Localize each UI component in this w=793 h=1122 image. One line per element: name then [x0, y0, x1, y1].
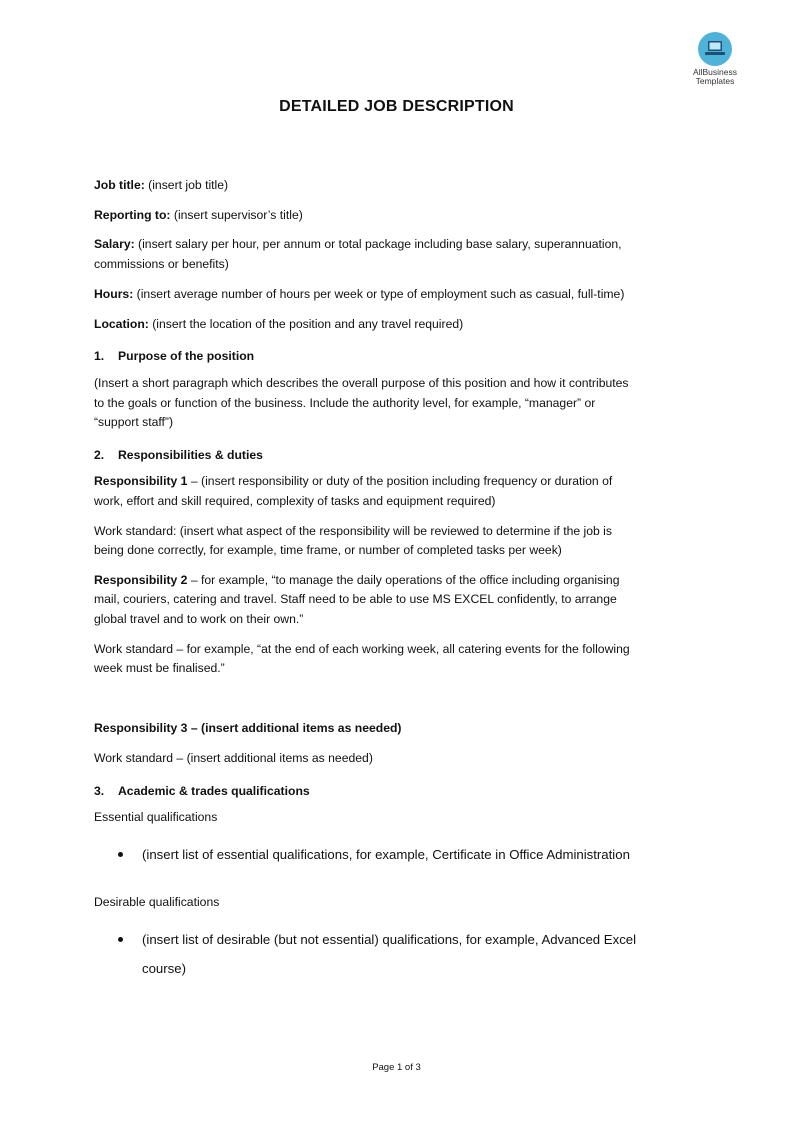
work-standard-2-line-2: week must be finalised.” [94, 661, 225, 675]
logo-circle [698, 32, 732, 66]
section-3-number: 3. [94, 784, 105, 798]
logo-line-2: Templates [695, 76, 735, 86]
work-standard-1-line-1: Work standard: (insert what aspect of the responsibility will be reviewed to determine if the job is [94, 524, 612, 538]
responsibility-2-line-3: global travel and to work on their own.” [94, 612, 304, 626]
work-standard-2-line-1: Work standard – for example, “at the end of each working week, all catering events for the following [94, 642, 630, 656]
essential-item: (insert list of essential qualifications, for example, Certificate in Office Administration [142, 847, 630, 862]
essential-heading: Essential qualifications [94, 810, 218, 824]
responsibility-2-line-1 [94, 572, 620, 588]
hours-line [94, 286, 624, 302]
section-3-heading [94, 783, 310, 799]
laptop-icon [705, 40, 725, 57]
responsibility-1-text: – (insert responsibility or duty of the position including frequency or duration of [187, 474, 613, 488]
location-label: Location: [94, 317, 149, 331]
job-title-label: Job title: [94, 178, 145, 192]
job-title-line [94, 177, 228, 193]
responsibility-3: Responsibility 3 – (insert additional items as needed) [94, 721, 402, 735]
job-title-value: (insert job title) [144, 178, 229, 192]
hours-label: Hours: [94, 287, 134, 301]
logo [682, 32, 748, 86]
section-1-number: 1. [94, 349, 105, 363]
responsibility-1-label: Responsibility 1 [94, 474, 188, 488]
document-title: DETAILED JOB DESCRIPTION [279, 98, 514, 115]
work-standard-1-line-2: being done correctly, for example, time frame, or number of completed tasks per week) [94, 543, 562, 557]
page-number: Page 1 of 3 [372, 1062, 421, 1073]
salary-label: Salary: [94, 237, 135, 251]
bullet-icon [118, 937, 123, 942]
reporting-label: Reporting to: [94, 208, 171, 222]
salary-line [94, 236, 622, 252]
section-1-title: Purpose of the position [118, 349, 255, 363]
section-1-para-2: to the goals or function of the business. Include the authority level, for example, “manager” or [94, 396, 596, 410]
section-1-para-3: “support staff”) [94, 415, 174, 429]
salary-line-2: commissions or benefits) [94, 257, 229, 271]
location-value: (insert the location of the position and any travel required) [148, 317, 464, 331]
desirable-item-line-2: course) [142, 961, 186, 976]
section-1-para-1: (Insert a short paragraph which describes the overall purpose of this position and how it contributes [94, 376, 629, 390]
section-3-title: Academic & trades qualifications [118, 784, 310, 798]
reporting-value: (insert supervisor’s title) [170, 208, 303, 222]
logo-line-1: AllBusiness [693, 67, 737, 77]
desirable-item-line-1: (insert list of desirable (but not essential) qualifications, for example, Advanced Excel [142, 932, 637, 947]
bullet-icon [118, 852, 123, 857]
responsibility-1-line-2: work, effort and skill required, complexity of tasks and equipment required) [94, 494, 496, 508]
responsibility-1-line-1 [94, 473, 612, 489]
hours-value: (insert average number of hours per week or type of employment such as casual, full-time) [133, 287, 625, 301]
responsibility-2-line-2: mail, couriers, catering and travel. Staff need to be able to use MS EXCEL confidently, to arrange [94, 592, 617, 606]
work-standard-3: Work standard – (insert additional items as needed) [94, 751, 373, 765]
desirable-heading: Desirable qualifications [94, 895, 220, 909]
location-line [94, 316, 463, 332]
responsibility-2-text: – for example, “to manage the daily operations of the office including organising [187, 573, 620, 587]
responsibility-2-label: Responsibility 2 [94, 573, 188, 587]
section-2-title: Responsibilities & duties [118, 448, 263, 462]
section-2-heading [94, 447, 263, 463]
salary-value: (insert salary per hour, per annum or total package including base salary, superannuation, [134, 237, 622, 251]
section-2-number: 2. [94, 448, 105, 462]
reporting-line [94, 207, 303, 223]
logo-text [682, 68, 748, 86]
section-1-heading [94, 348, 254, 364]
